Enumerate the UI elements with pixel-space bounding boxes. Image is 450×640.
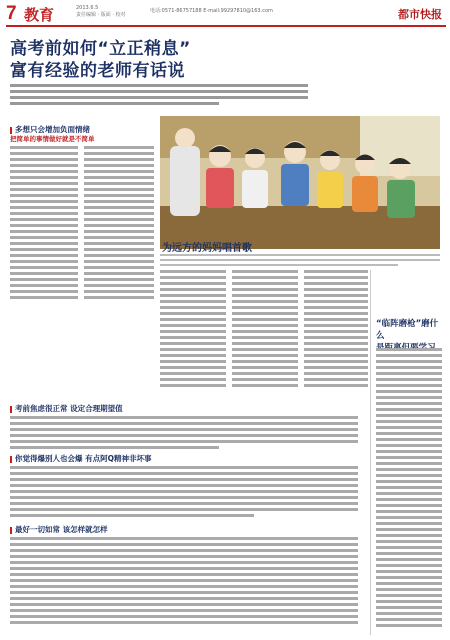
subhead-1: 多想只会增加负面情绪 bbox=[10, 124, 90, 135]
column-divider bbox=[370, 270, 371, 635]
header-meta bbox=[76, 5, 126, 19]
section-title: 教育 bbox=[24, 6, 55, 24]
photo-credit bbox=[160, 254, 440, 269]
classroom-photo bbox=[160, 116, 440, 249]
headline-line1: 高考前如何“立正稍息” bbox=[10, 39, 191, 59]
article-block-2 bbox=[10, 416, 358, 452]
sidebar-text bbox=[376, 348, 442, 630]
header-contact: 电话:0571-86757188 E-mail:99297810@163.com bbox=[150, 8, 273, 14]
header-date: 2013.6.5 bbox=[76, 5, 99, 11]
article-col-1 bbox=[10, 146, 78, 302]
newspaper-brand: 都市快报 bbox=[398, 8, 442, 21]
article-col-4 bbox=[232, 270, 298, 390]
subhead-3: 你觉得爆别人也会爆 有点阿Q精神非坏事 bbox=[10, 453, 152, 464]
article-block-3 bbox=[10, 466, 358, 520]
page-number: 7 bbox=[6, 3, 17, 24]
header-rule bbox=[6, 25, 446, 27]
subhead-1b: 把简单的事情做好就是不简单 bbox=[10, 135, 95, 143]
page-header bbox=[0, 0, 450, 26]
article-col-2 bbox=[84, 146, 154, 302]
lead-paragraph bbox=[10, 84, 308, 118]
article-block-4 bbox=[10, 537, 358, 627]
sidebar-title: “临阵磨枪”磨什么 bbox=[376, 319, 439, 341]
article-col-3 bbox=[160, 270, 226, 390]
article-col-5 bbox=[304, 270, 368, 390]
subhead-4: 最好一切如常 该怎样就怎样 bbox=[10, 524, 108, 535]
subhead-2: 考前焦虑很正常 设定合理期望值 bbox=[10, 403, 123, 414]
header-editor: 责任编辑 · 版面 · 校对 bbox=[76, 12, 126, 18]
photo-caption: 为远方的妈妈唱首歌 bbox=[162, 243, 252, 254]
headline-line2: 富有经验的老师有话说 bbox=[10, 61, 185, 81]
